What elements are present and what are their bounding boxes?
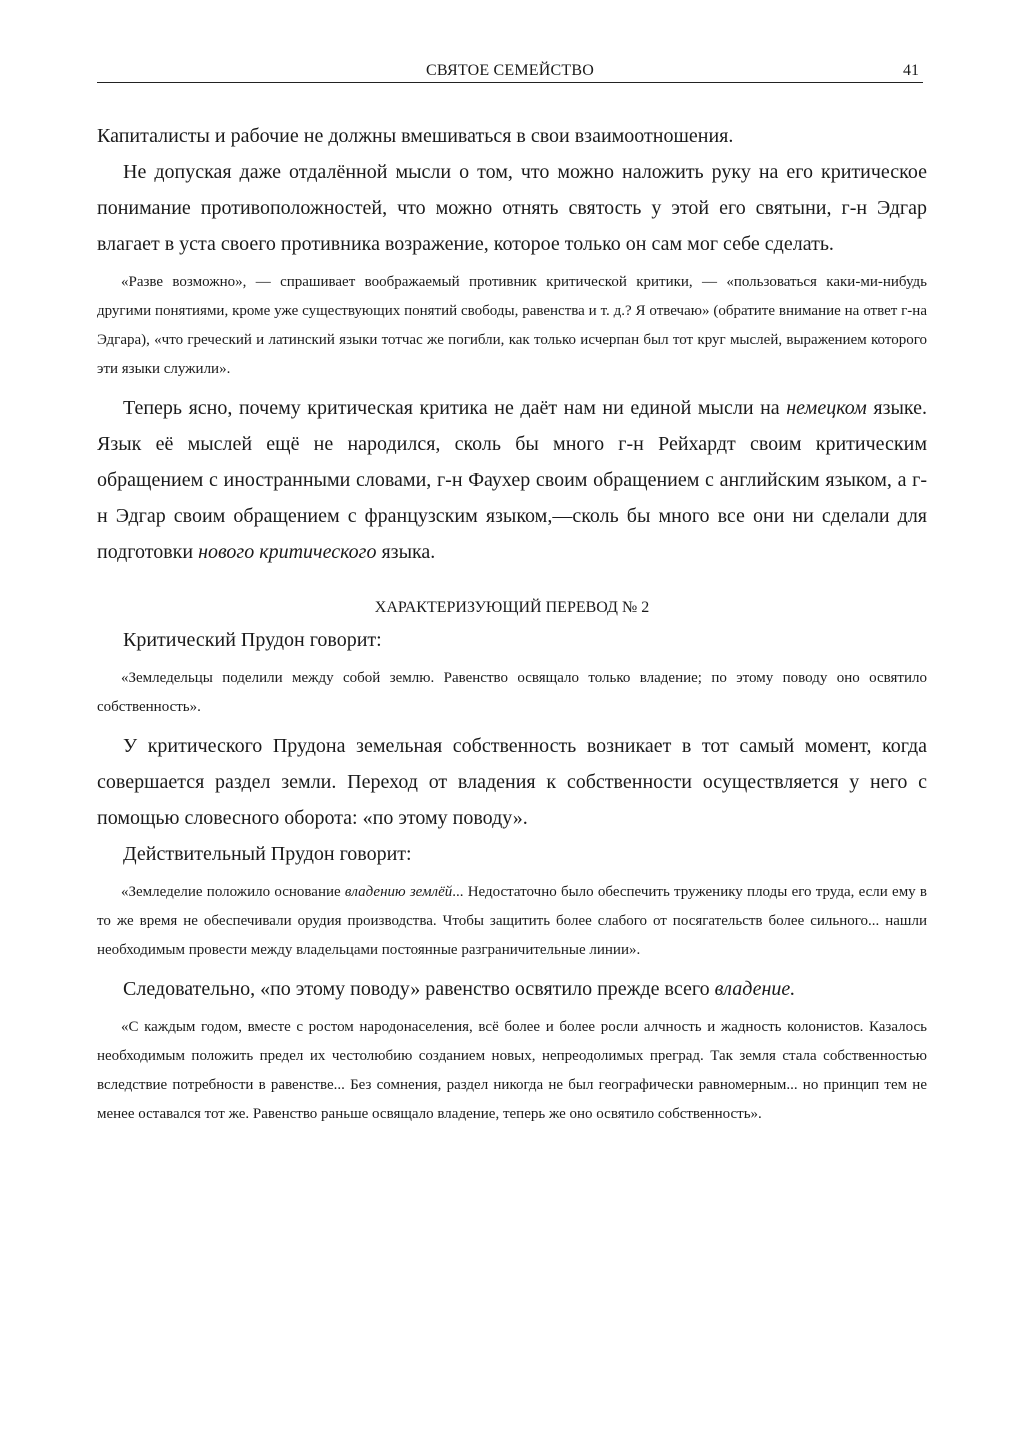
quote-3-text-a: «Земледелие положило основание — [121, 884, 345, 900]
quote-3-text-b: ... Недостаточно было обеспечить труженику плоды его труда, если ему в то же время не обеспечивали орудия производства. Чтобы защитить более слабого от посягательств более сильного... нашли необходимым провести между владельцами постоянные разграничительные линии». — [97, 884, 927, 958]
block-quote-1: «Разве возможно», — спрашивает воображаемый противник критической критики, — «пользоваться каки-ми-нибудь другими понятиями, кроме уже существующих понятий свободы, равенства и т. д.? Я отвечаю» (обратите внимание на ответ г-на Эдгара), «что греческий и латинский языки тотчас же погибли, как только исчерпан был тот круг мыслей, выражением которого эти языки служили». — [97, 274, 927, 377]
paragraph-1: Капиталисты и рабочие не должны вмешиваться в свои взаимоотношения. — [97, 125, 734, 147]
paragraph-3-text-b: языке. Язык её мыслей ещё не народился, сколь бы много г-н Рейхардт своим критическим обращением с иностранными словами, г-н Фаухер своим обращением с английским языком, а г-н Эдгар своим обращением с французским языком,—сколь бы много все они ни сделали для подготовки — [97, 397, 927, 563]
paragraph-5: У критического Прудона земельная собственность возникает в тот самый момент, когда совершается раздел земли. Переход от владения к собственности осуществляется у него с помощью словесного оборота: «по этому поводу». — [97, 735, 927, 829]
paragraph-3-emphasis-2: нового критического — [198, 541, 377, 563]
paragraph-7 — [97, 971, 927, 1007]
paragraph-7-emphasis: владение. — [714, 978, 796, 1000]
paragraph-7-text: Следовательно, «по этому поводу» равенство освятило прежде всего — [123, 978, 715, 1000]
paragraph-3 — [97, 390, 927, 570]
paragraph-4: Критический Прудон говорит: — [123, 629, 382, 651]
running-title: СВЯТОЕ СЕМЕЙСТВО — [426, 62, 594, 79]
paragraph-3-text-c: языка. — [376, 541, 436, 563]
paragraph-3-text-a: Теперь ясно, почему критическая критика не даёт нам ни единой мысли на — [123, 397, 787, 419]
quote-3-emphasis: владению землёй — [344, 884, 453, 900]
section-heading: ХАРАКТЕРИЗУЮЩИЙ ПЕРЕВОД № 2 — [374, 599, 650, 616]
paragraph-3-emphasis-1: немецком — [786, 397, 867, 419]
paragraph-2: Не допуская даже отдалённой мысли о том, что можно наложить руку на его критическое понимание противоположностей, что можно отнять святость у этой его святыни, г-н Эдгар влагает в уста своего противника возражение, которое только он сам мог себе сделать. — [97, 161, 927, 255]
document-body — [97, 118, 927, 1135]
block-quote-3 — [97, 878, 927, 965]
page-number: 41 — [903, 62, 919, 79]
paragraph-6: Действительный Прудон говорит: — [123, 843, 412, 865]
block-quote-2: «Земледельцы поделили между собой землю. Равенство освящало только владение; по этому поводу оно освятило собственность». — [97, 670, 927, 715]
block-quote-4: «С каждым годом, вместе с ростом народонаселения, всё более и более росли алчность и жадность колонистов. Казалось необходимым положить предел их честолюбию созданием новых, непреодолимых преград. Так земля стала собственностью вследствие потребности в равенстве... Без сомнения, раздел никогда не был географически равномерным... но принцип тем не менее оставался тот же. Равенство раньше освящало владение, теперь же оно освятило собственность». — [97, 1019, 927, 1122]
running-header — [97, 60, 923, 83]
